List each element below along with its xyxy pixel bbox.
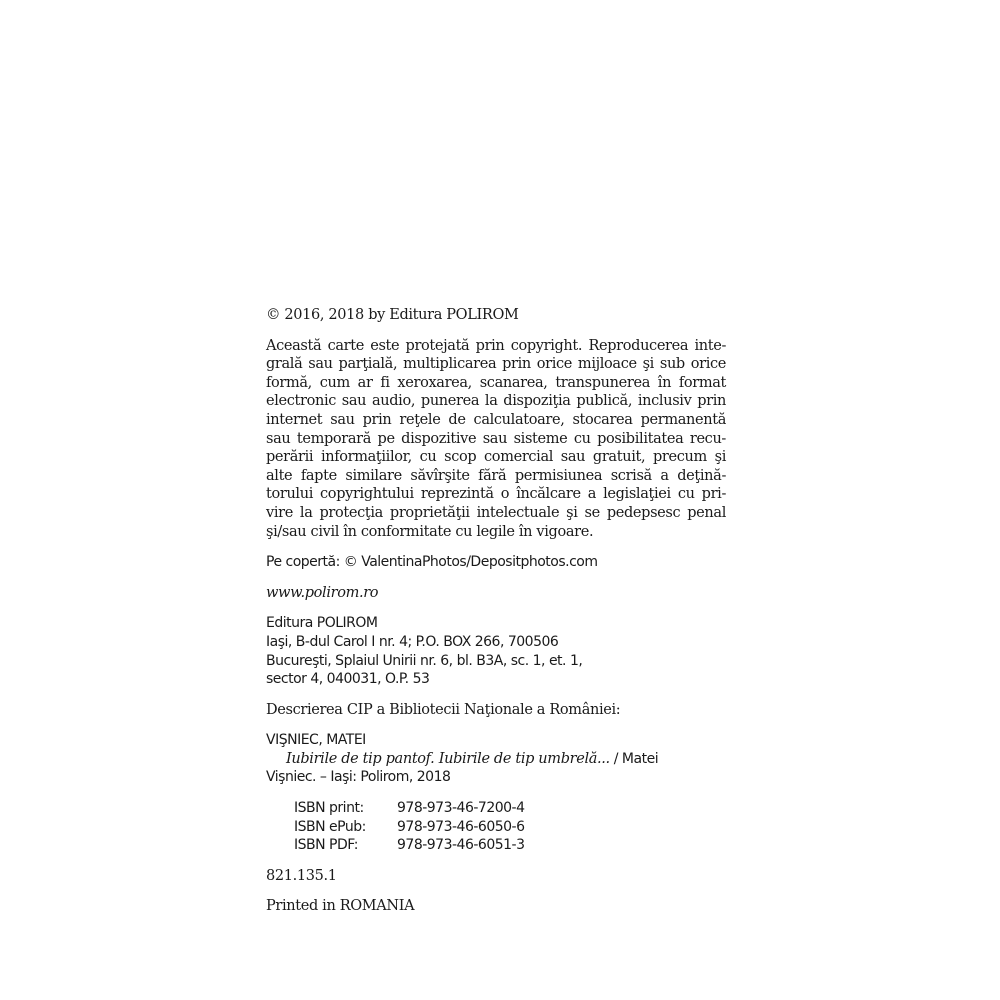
- website-link[interactable]: www.polirom.ro: [266, 584, 379, 601]
- author-name: VIŞNIEC, MATEI: [266, 732, 366, 749]
- notice-line: Această carte este protejată prin copyright. Reproducerea inte-: [266, 337, 726, 354]
- book-title-line: [266, 750, 726, 769]
- notice-line: alte fapte similare săvîrşite fără permisiunea scrisă a deţină-: [266, 467, 726, 484]
- book-imprint: Vişniec. – Iaşi: Polirom, 2018: [266, 769, 451, 786]
- publisher-line: sector 4, 040031, O.P. 53: [266, 671, 430, 688]
- isbn-row: [266, 799, 726, 818]
- notice-line: şi/sau civil în conformitate cu legile în vigoare.: [266, 523, 594, 540]
- isbn-label: ISBN print:: [294, 800, 364, 817]
- isbn-row: [266, 818, 726, 837]
- notice-line: vire la protecţia proprietăţii intelectuale şi se pedepsesc penal: [266, 504, 726, 521]
- notice-line: torului copyrightului reprezintă o încălcare a legislaţiei cu pri-: [266, 486, 726, 503]
- book-title: Iubirile de tip pantof. Iubirile de tip umbrelă...: [286, 750, 610, 767]
- isbn-row: [266, 836, 726, 855]
- title-author-suffix: / Matei: [609, 750, 659, 767]
- publisher-line: Iaşi, B-dul Carol I nr. 4; P.O. BOX 266, 700506: [266, 633, 559, 650]
- notice-line: sau temporară pe dispozitive sau sisteme cu posibilitatea recu-: [266, 430, 726, 447]
- copyright-notice: [266, 337, 726, 542]
- classification-code: 821.135.1: [266, 867, 337, 884]
- publisher-address: [266, 614, 726, 688]
- notice-line: electronic sau audio, punerea la dispoziţia publică, inclusiv prin: [266, 393, 726, 410]
- isbn-value: 978-973-46-7200-4: [397, 800, 525, 817]
- printed-in: Printed in ROMANIA: [266, 898, 415, 915]
- notice-line: perării informaţiilor, cu scop comercial sau gratuit, precum şi: [266, 449, 726, 466]
- publisher-line: Editura POLIROM: [266, 615, 378, 632]
- isbn-label: ISBN ePub:: [294, 818, 366, 835]
- isbn-value: 978-973-46-6051-3: [397, 837, 525, 854]
- isbn-list: [266, 799, 726, 855]
- copyright-line: © 2016, 2018 by Editura POLIROM: [266, 307, 519, 323]
- cover-credit: Pe copertă: © ValentinaPhotos/Depositphotos.com: [266, 554, 598, 571]
- notice-line: internet sau prin reţele de calculatoare, stocarea permanentă: [266, 411, 726, 428]
- publisher-line: Bucureşti, Splaiul Unirii nr. 6, bl. B3A, sc. 1, et. 1,: [266, 652, 583, 669]
- isbn-value: 978-973-46-6050-6: [397, 818, 525, 835]
- notice-line: formă, cum ar fi xeroxarea, scanarea, transpunerea în format: [266, 374, 726, 391]
- isbn-label: ISBN PDF:: [294, 837, 358, 854]
- cip-heading: Descrierea CIP a Bibliotecii Naţionale a României:: [266, 701, 621, 718]
- notice-line: grală sau parţială, multiplicarea prin orice mijloace şi sub orice: [266, 356, 726, 373]
- copyright-page: [266, 306, 726, 916]
